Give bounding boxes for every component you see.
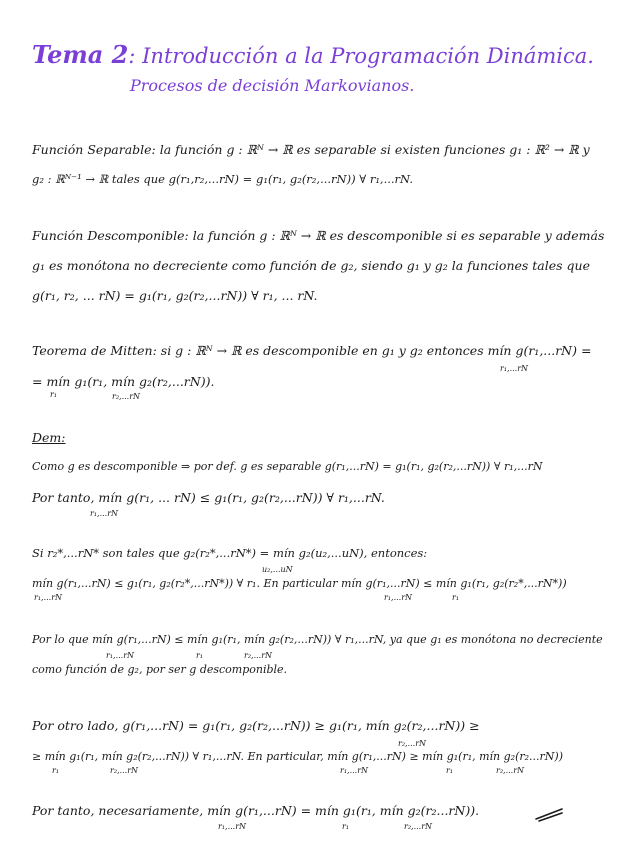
- mitten-line-2: = mín g₁(r₁, mín g₂(r₂,...rN)).: [32, 374, 215, 389]
- title-rest: : Introducción a la Programación Dinámica.: [128, 44, 594, 68]
- mitten-sub-3: r₂,...rN: [112, 392, 141, 401]
- dem-line-2: Por tanto, mín g(r₁, ... rN) ≤ g₁(r₁, g₂(r₂,...rN)) ∀ r₁,...rN.: [32, 490, 385, 505]
- dem-sub-8d: r₁: [446, 766, 454, 775]
- page-subtitle: Procesos de decisión Markovianos.: [130, 76, 415, 95]
- separable-line-2: g₂ : ℝᴺ⁻¹ → ℝ tales que g(r₁,r₂,...rN) = g₁(r₁, g₂(r₂,...rN)) ∀ r₁,...rN.: [32, 172, 414, 186]
- dem-line-4: mín g(r₁,...rN) ≤ g₁(r₁, g₂(r₂*,...rN*)) ∀ r₁. En particular mín g(r₁,...rN) ≤ mín g₁(r₁, g₂(r₂*,...rN*)): [32, 577, 567, 590]
- dem-sub-3: u₂,...uN: [262, 565, 293, 574]
- descomponible-line-1: Función Descomponible: la función g : ℝᴺ → ℝ es descomponible si es separable y además: [32, 228, 605, 243]
- end-of-proof-mark: [534, 806, 564, 822]
- dem-sub-9a: r₁,...rN: [218, 822, 247, 831]
- dem-line-5: Por lo que mín g(r₁,...rN) ≤ mín g₁(r₁, mín g₂(r₂,...rN)) ∀ r₁,...rN, ya que g₁ es monótona no decreciente: [32, 633, 603, 646]
- dem-line-7: Por otro lado, g(r₁,...rN) = g₁(r₁, g₂(r₂,...rN)) ≥ g₁(r₁, mín g₂(r₂,...rN)) ≥: [32, 718, 480, 733]
- descomponible-line-2: g₁ es monótona no decreciente como función de g₂, siendo g₁ y g₂ la funciones tales que: [32, 258, 590, 273]
- dem-sub-9c: r₂,...rN: [404, 822, 433, 831]
- dem-sub-4c: r₁: [452, 593, 460, 602]
- separable-line-1: Función Separable: la función g : ℝᴺ → ℝ es separable si existen funciones g₁ : ℝ² → ℝ y: [32, 142, 590, 157]
- dem-sub-5b: r₁: [196, 651, 204, 660]
- dem-line-8: ≥ mín g₁(r₁, mín g₂(r₂,...rN)) ∀ r₁,...rN. En particular, mín g(r₁,...rN) ≥ mín g₁(r₁, mín g₂(r₂...rN)): [32, 750, 564, 763]
- dem-sub-5a: r₁,...rN: [106, 651, 135, 660]
- dem-line-6: como función de g₂, por ser g descomponible.: [32, 663, 288, 676]
- dem-sub-8c: r₁,...rN: [340, 766, 369, 775]
- dem-line-9: Por tanto, necesariamente, mín g(r₁,...rN) = mín g₁(r₁, mín g₂(r₂...rN)).: [32, 803, 480, 818]
- dem-sub-8a: r₁: [52, 766, 60, 775]
- dem-sub-4b: r₁,...rN: [384, 593, 413, 602]
- dem-line-1: Como g es descomponible ⇒ por def. g es separable g(r₁,...rN) = g₁(r₁, g₂(r₂,...rN)) ∀ r₁,...rN: [32, 460, 543, 473]
- dem-line-3: Si r₂*,...rN* son tales que g₂(r₂*,...rN*) = mín g₂(u₂,...uN), entonces:: [32, 546, 428, 560]
- dem-sub-5c: r₂,...rN: [244, 651, 273, 660]
- dem-sub-7: r₂,...rN: [398, 739, 427, 748]
- dem-sub-8e: r₂,...rN: [496, 766, 525, 775]
- dem-label: Dem:: [32, 430, 66, 445]
- tema-label: Tema 2: [32, 40, 129, 69]
- dem-sub-4a: r₁,...rN: [34, 593, 63, 602]
- mitten-sub-2: r₁: [50, 390, 58, 399]
- descomponible-line-3: g(r₁, r₂, ... rN) = g₁(r₁, g₂(r₂,...rN)) ∀ r₁, ... rN.: [32, 288, 318, 303]
- mitten-line-1: Teorema de Mitten: si g : ℝᴺ → ℝ es descomponible en g₁ y g₂ entonces mín g(r₁,...rN) =: [32, 343, 592, 358]
- dem-sub-8b: r₂,...rN: [110, 766, 139, 775]
- dem-sub-2: r₁,...rN: [90, 509, 119, 518]
- page-title: [32, 40, 594, 69]
- dem-sub-9b: r₁: [342, 822, 350, 831]
- mitten-sub-1: r₁,...rN: [500, 364, 529, 373]
